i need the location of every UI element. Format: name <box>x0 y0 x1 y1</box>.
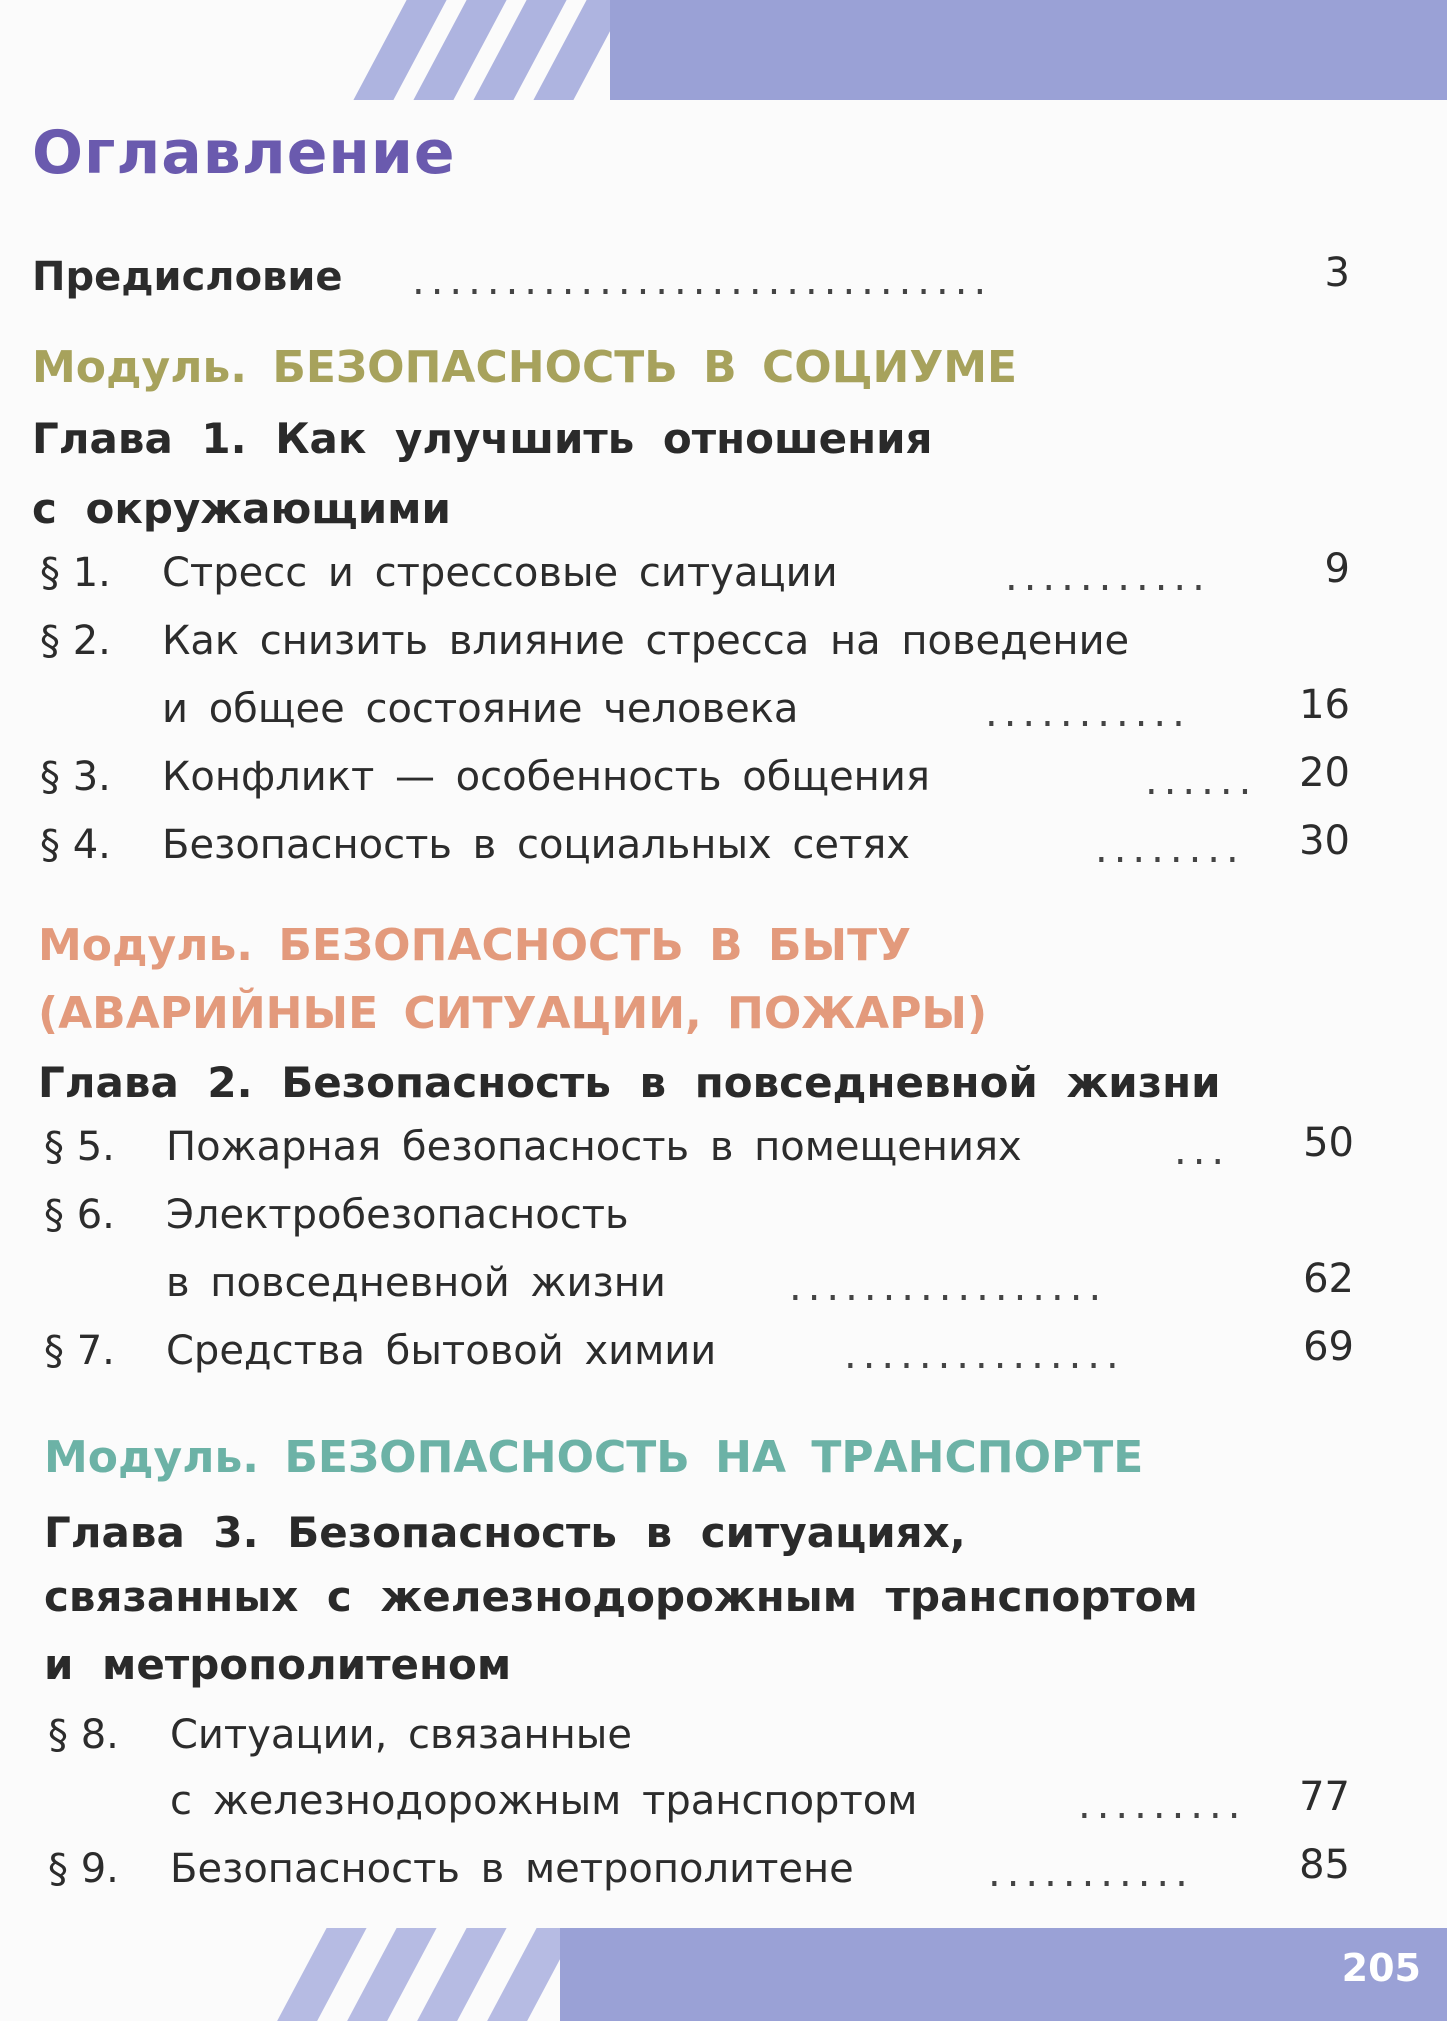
toc-entry[interactable] <box>40 750 1350 804</box>
toc-entry[interactable] <box>40 818 1350 872</box>
toc-entry[interactable] <box>48 1712 1350 1762</box>
section-title: Электробезопасность <box>166 1192 629 1238</box>
dot-leader: ......... <box>1078 1782 1247 1828</box>
section-title-cont: в повседневной жизни <box>166 1260 666 1306</box>
section-title: Стресс и стрессовые ситуации <box>162 550 838 596</box>
top-decorative-band <box>0 0 1447 100</box>
dot-leader: ........... <box>1005 554 1211 600</box>
section-number: § 9. <box>48 1846 119 1892</box>
toc-entry-cont[interactable] <box>48 1774 1350 1828</box>
dot-leader: ............................... <box>412 258 993 304</box>
section-number: § 2. <box>40 618 111 664</box>
module-label: Модуль. <box>32 342 247 393</box>
toc-entry[interactable] <box>40 618 1350 668</box>
band-block <box>560 1928 1447 2021</box>
section-title-cont: и общее состояние человека <box>162 686 799 732</box>
dot-leader: ........... <box>985 690 1191 736</box>
chapter-heading: Глава 2. Безопасность в повседневной жизни <box>38 1058 1221 1107</box>
page-title: Оглавление <box>32 118 456 188</box>
module-label: Модуль. <box>44 1432 259 1483</box>
module-heading-cont: (АВАРИЙНЫЕ СИТУАЦИИ, ПОЖАРЫ) <box>38 988 988 1039</box>
dot-leader: ............... <box>844 1332 1125 1378</box>
section-number: § 8. <box>48 1712 119 1758</box>
module-title: БЕЗОПАСНОСТЬ В БЫТУ <box>278 920 912 971</box>
section-title-cont: с железнодорожным транспортом <box>170 1778 918 1824</box>
section-number: § 7. <box>44 1328 115 1374</box>
preface-label: Предисловие <box>32 254 343 300</box>
toc-entry[interactable] <box>44 1324 1354 1378</box>
chapter-heading-cont: связанных с железнодорожным транспортом <box>44 1572 1198 1621</box>
toc-entry[interactable] <box>48 1842 1350 1896</box>
toc-entry[interactable] <box>44 1192 1354 1242</box>
chapter-heading: Глава 3. Безопасность в ситуациях, <box>44 1508 966 1557</box>
module-heading <box>32 342 1017 393</box>
dot-leader: ... <box>1174 1128 1231 1174</box>
section-title: Безопасность в социальных сетях <box>162 822 911 868</box>
section-title: Ситуации, связанные <box>170 1712 632 1758</box>
section-number: § 3. <box>40 754 111 800</box>
section-title: Безопасность в метрополитене <box>170 1846 854 1892</box>
module-label: Модуль. <box>38 920 253 971</box>
module-title: БЕЗОПАСНОСТЬ НА ТРАНСПОРТЕ <box>284 1432 1144 1483</box>
toc-entry-cont[interactable] <box>44 1256 1354 1310</box>
page-ref: 20 <box>1299 750 1350 796</box>
module-title: БЕЗОПАСНОСТЬ В СОЦИУМЕ <box>272 342 1018 393</box>
page-ref: 85 <box>1299 1842 1350 1888</box>
page-number: 205 <box>1341 1946 1421 1990</box>
page-ref: 30 <box>1299 818 1350 864</box>
section-number: § 5. <box>44 1124 115 1170</box>
dot-leader: ................. <box>789 1264 1108 1310</box>
section-number: § 4. <box>40 822 111 868</box>
section-number: § 6. <box>44 1192 115 1238</box>
toc-entry-cont[interactable] <box>40 682 1350 736</box>
toc-entry-preface[interactable] <box>32 250 1350 304</box>
page-ref: 62 <box>1303 1256 1354 1302</box>
page-ref: 50 <box>1303 1120 1354 1166</box>
page-ref: 77 <box>1299 1774 1350 1820</box>
page-ref: 16 <box>1299 682 1350 728</box>
dot-leader: ........ <box>1095 826 1245 872</box>
section-title: Конфликт — особенность общения <box>162 754 930 800</box>
toc-entry[interactable] <box>44 1120 1354 1174</box>
chapter-heading-cont: с окружающими <box>32 484 451 533</box>
toc-entry[interactable] <box>40 546 1350 600</box>
band-block <box>610 0 1447 100</box>
page-ref: 3 <box>1324 250 1350 296</box>
section-title: Как снизить влияние стресса на поведение <box>162 618 1130 664</box>
module-heading <box>44 1432 1143 1483</box>
section-title: Пожарная безопасность в помещениях <box>166 1124 1022 1170</box>
module-heading <box>38 920 911 971</box>
chapter-heading: Глава 1. Как улучшить отношения <box>32 414 933 463</box>
chapter-heading-cont: и метрополитеном <box>44 1640 512 1689</box>
bottom-decorative-band <box>0 1928 1447 2021</box>
dot-leader: ........... <box>988 1850 1194 1896</box>
section-number: § 1. <box>40 550 111 596</box>
dot-leader: ...... <box>1145 758 1258 804</box>
page-ref: 9 <box>1324 546 1350 592</box>
section-title: Средства бытовой химии <box>166 1328 717 1374</box>
page-ref: 69 <box>1303 1324 1354 1370</box>
